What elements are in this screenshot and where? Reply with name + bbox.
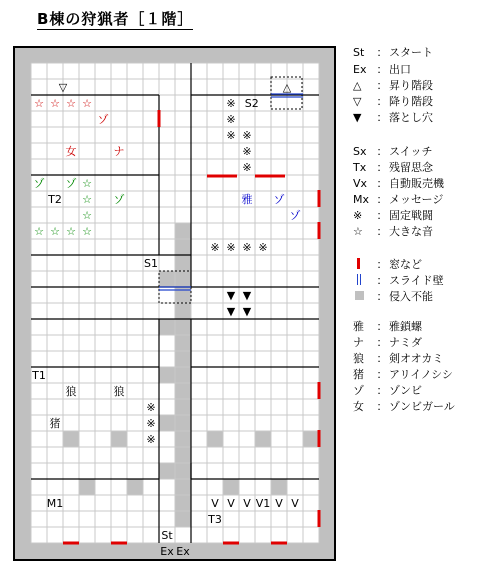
legend-label: 窓など bbox=[389, 258, 422, 271]
map-label: 雅 bbox=[241, 193, 253, 206]
map-label: ☆ bbox=[82, 193, 92, 206]
map-label: 狼 bbox=[65, 385, 77, 398]
legend-label: アリイノシシ bbox=[389, 368, 453, 381]
map-label: ※ bbox=[242, 161, 252, 174]
legend-item: 雅 ： 雅鎖螺 bbox=[353, 320, 422, 333]
legend-key: ▼ bbox=[353, 111, 362, 124]
legend-label: 雅鎖螺 bbox=[389, 320, 422, 333]
map-label: T3 bbox=[208, 513, 222, 526]
legend-key: St bbox=[353, 46, 365, 59]
map-label: ※ bbox=[210, 241, 220, 254]
map-label: St bbox=[161, 529, 173, 542]
map-label: ▼ bbox=[226, 289, 236, 302]
map-label: ナ bbox=[113, 145, 125, 158]
map-label: ゾ bbox=[33, 177, 45, 190]
blocked-cell bbox=[175, 351, 191, 367]
legend-label: 出口 bbox=[389, 63, 411, 76]
legend-item: ゾ ： ゾンビ bbox=[353, 384, 422, 397]
map-label: ※ bbox=[242, 145, 252, 158]
legend-item: Vx ： 自動販売機 bbox=[353, 177, 444, 190]
map-label: ☆ bbox=[34, 97, 44, 110]
legend-key: ▽ bbox=[353, 95, 362, 108]
map-label: 狼 bbox=[113, 385, 125, 398]
map-label: T1 bbox=[32, 369, 46, 382]
blocked-cell bbox=[175, 255, 191, 271]
legend-key: Mx bbox=[353, 193, 370, 206]
map-label: ▼ bbox=[226, 305, 236, 318]
map-label: ☆ bbox=[50, 97, 60, 110]
legend-item: ※ ： 固定戦闘 bbox=[353, 209, 433, 222]
blocked-cell bbox=[175, 335, 191, 351]
map-label: V bbox=[275, 497, 283, 510]
blocked-cell bbox=[175, 479, 191, 495]
legend-key: ☆ bbox=[353, 225, 363, 238]
map-label: ☆ bbox=[82, 209, 92, 222]
map-label: ▼ bbox=[242, 305, 252, 318]
map-label: ☆ bbox=[82, 97, 92, 110]
blocked-cell bbox=[175, 319, 191, 335]
legend-item: ☆ ： 大きな音 bbox=[353, 225, 433, 238]
blocked-cell bbox=[175, 447, 191, 463]
blocked-cell bbox=[271, 479, 287, 495]
map-label: ☆ bbox=[34, 225, 44, 238]
legend-item: ▼ ： 落とし穴 bbox=[353, 111, 433, 124]
blocked-cell bbox=[175, 239, 191, 255]
blocked-cell bbox=[159, 367, 175, 383]
map-label: ※ bbox=[226, 241, 236, 254]
map-label: ☆ bbox=[50, 225, 60, 238]
map-label: V1 bbox=[255, 497, 271, 510]
map-label: ☆ bbox=[66, 225, 76, 238]
blocked-cell bbox=[159, 415, 175, 431]
legend-label: 固定戦闘 bbox=[389, 209, 433, 222]
blocked-cell bbox=[255, 431, 271, 447]
blocked-cell bbox=[159, 463, 175, 479]
legend-label: スライド壁 bbox=[389, 274, 444, 287]
legend-label: 大きな音 bbox=[389, 225, 433, 238]
legend-item: 猪 ： アリイノシシ bbox=[353, 368, 453, 381]
blocked-cell bbox=[175, 399, 191, 415]
legend-label: ナミダ bbox=[389, 336, 422, 349]
blocked-cell bbox=[79, 479, 95, 495]
legend-key: 女 bbox=[353, 400, 364, 413]
blocked-cell bbox=[175, 511, 191, 527]
legend-label: スタート bbox=[389, 46, 433, 59]
legend-item: △ ： 昇り階段 bbox=[353, 79, 433, 92]
map-label: ▼ bbox=[242, 289, 252, 302]
blocked-cell bbox=[175, 495, 191, 511]
map-label: ※ bbox=[146, 401, 156, 414]
legend-key: △ bbox=[353, 79, 362, 92]
legend-key: 猪 bbox=[353, 368, 364, 381]
map-label: S2 bbox=[244, 97, 259, 110]
blocked-cell bbox=[223, 479, 239, 495]
map-label: ゾ bbox=[113, 193, 125, 206]
legend-item: ▽ ： 降り階段 bbox=[353, 95, 433, 108]
map-label: V bbox=[243, 497, 251, 510]
blocked-cell bbox=[303, 431, 319, 447]
legend-label: 落とし穴 bbox=[389, 111, 433, 124]
map-label: ゾ bbox=[289, 209, 301, 222]
blocked-cell bbox=[175, 367, 191, 383]
legend-item: Mx ： メッセージ bbox=[353, 193, 444, 206]
blocked-cell bbox=[159, 319, 175, 335]
blocked-cell bbox=[127, 479, 143, 495]
map-label: ゾ bbox=[97, 113, 109, 126]
blocked-cell bbox=[175, 383, 191, 399]
map-label: ※ bbox=[226, 129, 236, 142]
legend-key: Ex bbox=[353, 63, 367, 76]
map-label: ※ bbox=[242, 241, 252, 254]
legend-item: ： 窓など bbox=[353, 258, 422, 271]
map-label: ※ bbox=[258, 241, 268, 254]
legend-label: 自動販売機 bbox=[389, 177, 444, 190]
map-label: ※ bbox=[226, 113, 236, 126]
legend-key: ※ bbox=[353, 209, 363, 222]
legend-label: 残留思念 bbox=[389, 161, 433, 174]
legend-item: Sx ： スイッチ bbox=[353, 145, 433, 158]
legend-key bbox=[353, 258, 375, 271]
map-label: ☆ bbox=[66, 97, 76, 110]
legend-label: 昇り階段 bbox=[389, 79, 433, 92]
blocked-cell bbox=[159, 271, 175, 287]
legend-key: ゾ bbox=[353, 384, 364, 397]
map-label: Ex bbox=[160, 545, 174, 558]
legend-key: 雅 bbox=[353, 320, 364, 333]
map-label: ☆ bbox=[82, 225, 92, 238]
legend-label: 剣オオカミ bbox=[389, 352, 444, 365]
map-label: T2 bbox=[48, 193, 62, 206]
map-label: ※ bbox=[226, 97, 236, 110]
map-label: ▽ bbox=[58, 81, 68, 94]
legend-item: ： スライド壁 bbox=[353, 274, 444, 287]
map-label: ☆ bbox=[82, 177, 92, 190]
map-label: ※ bbox=[146, 433, 156, 446]
map-label: V bbox=[211, 497, 219, 510]
legend-label: 侵入不能 bbox=[389, 290, 433, 303]
blocked-cell bbox=[207, 431, 223, 447]
legend-item: 狼 ： 剣オオカミ bbox=[353, 352, 444, 365]
legend-label: ゾンビガール bbox=[389, 400, 455, 413]
legend-item: St ： スタート bbox=[353, 46, 433, 59]
legend-label: スイッチ bbox=[389, 145, 433, 158]
legend-key: Sx bbox=[353, 145, 367, 158]
blocked-cell bbox=[175, 431, 191, 447]
legend-label: 降り階段 bbox=[389, 95, 433, 108]
map-title: B棟の狩猟者［１階］ bbox=[37, 10, 194, 28]
legend-item: 女 ： ゾンビガール bbox=[353, 400, 455, 413]
legend-key bbox=[353, 290, 375, 303]
legend-item: ： 侵入不能 bbox=[353, 290, 433, 303]
blocked-cell bbox=[63, 431, 79, 447]
legend-item: Tx ： 残留思念 bbox=[353, 161, 433, 174]
map-label: V bbox=[227, 497, 235, 510]
legend-item: ナ ： ナミダ bbox=[353, 336, 422, 349]
legend-label: ゾンビ bbox=[389, 384, 422, 397]
blocked-cell bbox=[175, 463, 191, 479]
map-label: M1 bbox=[46, 497, 64, 510]
map-label: V bbox=[291, 497, 299, 510]
blocked-cell bbox=[175, 271, 191, 287]
map-label: 猪 bbox=[49, 417, 61, 430]
map-label: S1 bbox=[144, 257, 158, 270]
legend-key: Vx bbox=[353, 177, 368, 190]
map-label: ※ bbox=[146, 417, 156, 430]
legend-key: Tx bbox=[353, 161, 367, 174]
map-label: ゾ bbox=[273, 193, 285, 206]
map-label: △ bbox=[282, 81, 292, 94]
blocked-cell bbox=[175, 415, 191, 431]
map-label: 女 bbox=[65, 145, 77, 158]
legend-key: ナ bbox=[353, 336, 364, 349]
legend-key bbox=[353, 274, 375, 287]
map-label: ゾ bbox=[65, 177, 77, 190]
legend-label: メッセージ bbox=[389, 193, 444, 206]
blocked-cell bbox=[175, 303, 191, 319]
legend-item: Ex ： 出口 bbox=[353, 63, 411, 76]
blocked-cell bbox=[175, 223, 191, 239]
legend-key: 狼 bbox=[353, 352, 364, 365]
map-label: Ex bbox=[176, 545, 190, 558]
map-label: ※ bbox=[242, 129, 252, 142]
blocked-cell bbox=[111, 431, 127, 447]
